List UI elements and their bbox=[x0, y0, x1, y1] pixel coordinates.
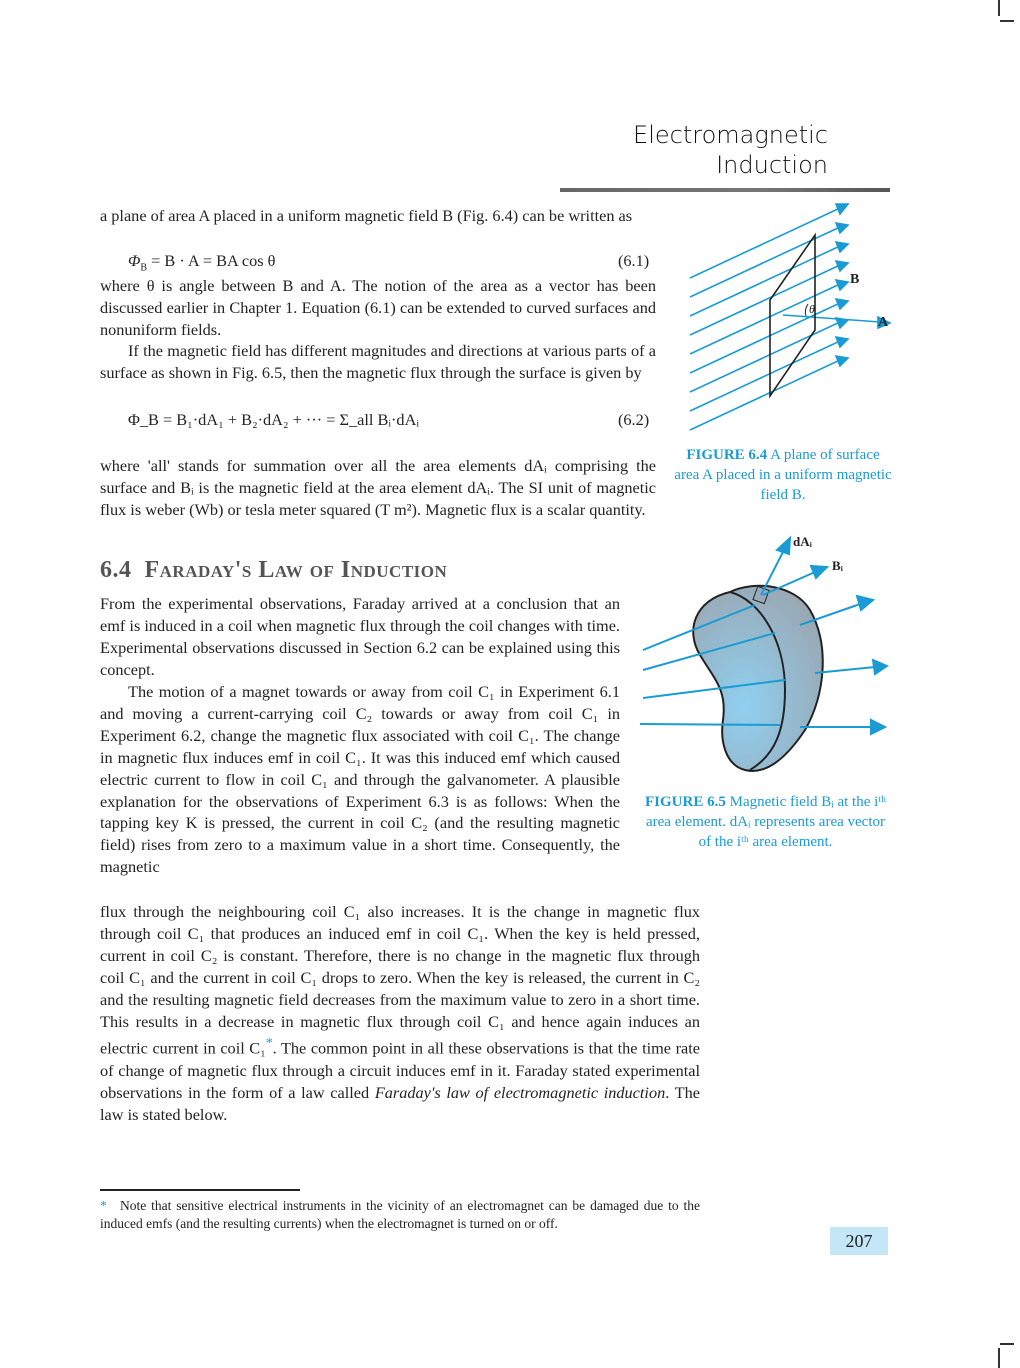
figure-label: FIGURE 6.4 bbox=[686, 447, 768, 463]
header-rule bbox=[560, 188, 890, 192]
paragraph-text: where θ is angle between B and A. The notion of the area as a vector has been discussed earlier in Chapter 1. Equation (6.1) can be extended to curved surfaces and nonuniform fields. bbox=[100, 276, 656, 339]
paragraph-angle bbox=[100, 275, 656, 341]
footnote-star: * bbox=[100, 1198, 107, 1213]
figure-caption-text: Magnetic field Bᵢ at the iᵗʰ area element. dAᵢ represents area vector of the iᵗʰ area element. bbox=[646, 794, 886, 850]
equation-number-6-2: (6.2) bbox=[618, 410, 650, 429]
figure-6-5-caption bbox=[643, 792, 888, 852]
crop-mark-bottom-right-h bbox=[1000, 1343, 1014, 1345]
equation-6-2 bbox=[128, 410, 419, 430]
figure-caption-text: A plane of surface area A placed in a uniform magnetic field B. bbox=[674, 447, 892, 503]
paragraph-summation bbox=[100, 455, 656, 521]
section-heading bbox=[100, 557, 447, 584]
footnote-text: Note that sensitive electrical instruments in the vicinity of an electromagnet can be damaged due to the induced emfs (and the resulting currents) when the electromagnet is turned on or off. bbox=[100, 1198, 700, 1231]
intro-paragraph bbox=[100, 205, 656, 227]
paragraph-nonuniform bbox=[100, 340, 656, 384]
page-number: 207 bbox=[830, 1227, 888, 1255]
equation-6-1 bbox=[128, 251, 275, 273]
figure-6-4-caption bbox=[672, 445, 894, 505]
paragraph-text: The motion of a magnet towards or away from coil C₁ in Experiment 6.1 and moving a current-carrying coil C₂ towards or away from coil C₁ in Experiment 6.2, change the magnetic flux associated with coil C₁. The change in magnetic flux induces emf in coil C₁. It was this induced emf which caused electric current to flow in coil C₁ and through the galvanometer. A plausible explanation for the observations of Experiment 6.3 is as follows: When the tapping key K is pressed, the current in coil C₂ (and the resulting magnetic field) rises from zero to a maximum value in a short time. Consequently, the magnetic bbox=[100, 682, 620, 877]
figure-6-4-diagram bbox=[680, 200, 900, 440]
section-paragraph-2 bbox=[100, 681, 620, 878]
paragraph-text: flux through the neighbouring coil C₁ also increases. It is the change in magnetic flux through coil C₁ that produces an induced emf in coil C₁. When the key is held pressed, current in coil C₂ is constant. Therefore, there is no change in the magnetic flux through coil C₁ and the current in coil C₁ drops to zero. When the key is released, the current in C₂ and the resulting magnetic field decreases from the maximum value to zero in a short time. This results in a decrease in magnetic flux through coil C₁ and hence again induces an electric current in coil C₁ bbox=[100, 902, 700, 1058]
paragraph-text: If the magnetic field has different magnitudes and directions at various parts of a surface as shown in Fig. 6.5, then the magnetic flux through the surface is given by bbox=[100, 341, 656, 382]
section-title: Faraday's Law of Induction bbox=[144, 557, 448, 583]
footnote-marker[interactable]: * bbox=[265, 1035, 273, 1051]
flux-symbol: Φ bbox=[128, 251, 141, 270]
paragraph-text-tail: . The law is stated below. bbox=[100, 1082, 700, 1124]
paragraph-text-block bbox=[100, 901, 700, 1125]
equation-number-6-1: (6.1) bbox=[618, 251, 650, 270]
chapter-title-line1: Electromagnetic bbox=[633, 121, 828, 149]
paragraph-text: a plane of area A placed in a uniform magnetic field B (Fig. 6.4) can be written as bbox=[100, 206, 633, 225]
footnote bbox=[100, 1197, 700, 1233]
paragraph-text: where 'all' stands for summation over all the area elements dAᵢ comprising the surface and Bᵢ is the magnetic field at the area element dAᵢ. The SI unit of magnetic flux is weber (Wb) or tesla meter squared (T m²). Magnetic flux is a scalar quantity. bbox=[100, 456, 656, 519]
crop-mark-top-right bbox=[998, 0, 1000, 16]
equation-expression: Φ_B = B₁·dA₁ + B₂·dA₂ + ··· = Σ_all Bᵢ·dAᵢ bbox=[128, 410, 419, 429]
field-label-B: B bbox=[850, 272, 860, 287]
section-paragraph-1 bbox=[100, 593, 620, 681]
area-vector-label: dAᵢ bbox=[793, 534, 812, 549]
footnote-rule bbox=[100, 1189, 300, 1191]
crop-mark-top-right-h bbox=[1000, 20, 1014, 22]
paragraph-text: From the experimental observations, Faraday arrived at a conclusion that an emf is induced in a coil when magnetic flux through the coil changes with time. Experimental observations discussed in Section 6.2 can be explained using this concept. bbox=[100, 594, 620, 679]
paragraph-text-end: . The common point in all these observations is that the time rate of change of magnetic flux through a circuit induces emf in it. Faraday stated experimental observations in the form of a law called bbox=[100, 1038, 700, 1102]
flux-subscript: B bbox=[140, 262, 148, 274]
chapter-title-line2: Induction bbox=[716, 151, 828, 179]
field-vector-label: Bᵢ bbox=[832, 558, 843, 573]
angle-label-theta: θ bbox=[809, 302, 815, 316]
figure-6-5-diagram bbox=[635, 530, 895, 790]
crop-mark-bottom-right bbox=[998, 1348, 1000, 1368]
area-label-A: A bbox=[878, 315, 889, 330]
section-number: 6.4 bbox=[100, 557, 132, 583]
chapter-header bbox=[560, 120, 890, 180]
section-paragraph-2-continued bbox=[100, 901, 700, 1125]
figure-label: FIGURE 6.5 bbox=[645, 794, 726, 810]
law-name: Faraday's law of electromagnetic induction bbox=[374, 1082, 666, 1102]
equation-rhs: = B · A = BA cos θ bbox=[151, 251, 276, 270]
